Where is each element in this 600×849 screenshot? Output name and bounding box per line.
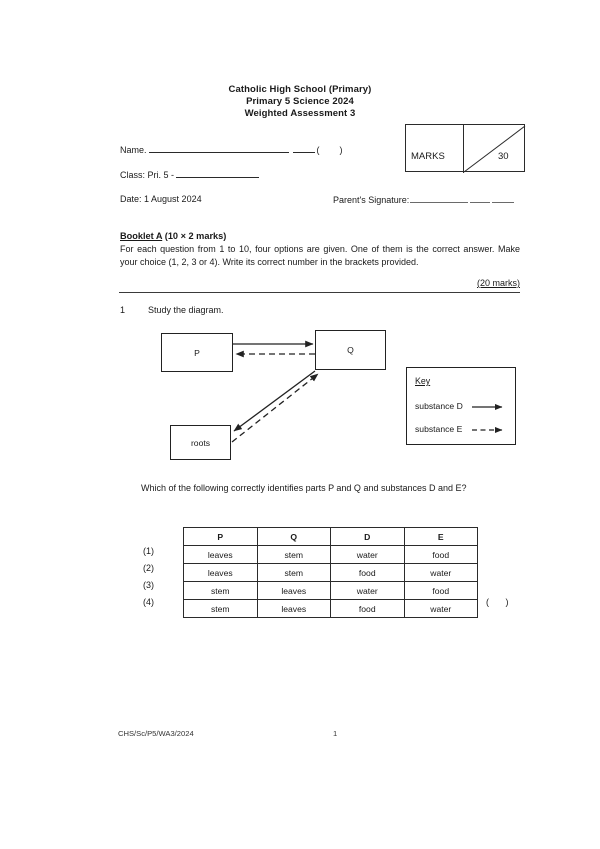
key-solid-arrow-icon [471, 402, 509, 412]
column-header-p: P [184, 528, 258, 546]
class-label: Class: Pri. 5 - [120, 170, 175, 180]
column-header-d: D [331, 528, 405, 546]
name-field-row [120, 143, 343, 156]
date-field-row [120, 193, 202, 205]
cell-option4-q: leaves [257, 600, 331, 618]
marks-box-diagonal-slash [463, 125, 526, 173]
signature-line-a[interactable] [410, 193, 468, 203]
booklet-title [120, 231, 520, 241]
booklet-title-underlined: Booklet A [120, 231, 163, 241]
table-row[interactable] [184, 546, 478, 564]
cell-option1-e: food [404, 546, 478, 564]
booklet-instructions: For each question from 1 to 10, four options are given. One of them is the correct answer. Make your choice (1, 2, 3 or 4). Write its correct number in the brackets provided. [120, 244, 520, 267]
page-header [0, 84, 600, 121]
option-label-2: (2) [143, 563, 154, 573]
diagram-box-p-label: P [194, 347, 200, 358]
cell-option3-q: leaves [257, 582, 331, 600]
column-header-e: E [404, 528, 478, 546]
question-number: 1 [120, 305, 126, 315]
date-value: 1 August 2024 [144, 194, 202, 204]
cell-option3-e: food [404, 582, 478, 600]
footer-paper-code: CHS/Sc/P5/WA3/2024 [118, 729, 194, 738]
cell-option3-d: water [331, 582, 405, 600]
name-bracket-close: ) [339, 145, 343, 155]
key-entry-substance-e [415, 424, 462, 434]
level-subject: Primary 5 Science 2024 [246, 96, 354, 108]
marks-label: MARKS [411, 151, 445, 162]
date-label: Date: [120, 194, 142, 204]
signature-label: Parent's Signature: [333, 195, 410, 205]
key-label-substance-d: substance D [415, 401, 463, 411]
question-stem: Study the diagram. [148, 305, 224, 315]
cell-option2-p: leaves [184, 564, 258, 582]
diagram-box-roots-label: roots [190, 437, 211, 448]
name-index-line[interactable] [293, 143, 315, 153]
class-field-row [120, 168, 261, 181]
class-input-line[interactable] [176, 168, 259, 178]
option-label-3: (3) [143, 580, 154, 590]
assessment-title: Weighted Assessment 3 [244, 108, 356, 120]
cell-option1-d: water [331, 546, 405, 564]
cell-option3-p: stem [184, 582, 258, 600]
table-row[interactable] [184, 600, 478, 618]
diagram-key-box [406, 367, 516, 445]
key-dashed-arrow-icon [471, 425, 509, 435]
school-name: Catholic High School (Primary) [228, 84, 372, 95]
column-header-q: Q [257, 528, 331, 546]
cell-option2-d: food [331, 564, 405, 582]
table-row[interactable] [184, 582, 478, 600]
answer-options-table [183, 527, 478, 618]
diagram-box-roots [170, 425, 231, 460]
marks-box [405, 124, 525, 172]
section-divider-rule [119, 292, 520, 293]
table-row[interactable] [184, 564, 478, 582]
cell-option2-q: stem [257, 564, 331, 582]
name-bracket-open: ( [316, 145, 320, 155]
booklet-title-marks: (10 × 2 marks) [162, 231, 227, 241]
cell-option4-e: water [404, 600, 478, 618]
option-label-1: (1) [143, 546, 154, 556]
key-entry-substance-d [415, 401, 463, 411]
cell-option1-p: leaves [184, 546, 258, 564]
diagram-box-q-label: Q [347, 345, 354, 355]
option-label-4: (4) [143, 597, 154, 607]
signature-line-c[interactable] [492, 193, 514, 203]
section-marks-note [120, 278, 520, 288]
cell-option4-d: food [331, 600, 405, 618]
signature-line-b[interactable] [470, 193, 490, 203]
cell-option2-e: water [404, 564, 478, 582]
name-label: Name. [120, 145, 147, 155]
footer-page-number: 1 [333, 729, 338, 738]
name-input-line[interactable] [149, 143, 289, 153]
marks-total: 30 [498, 151, 509, 162]
cell-option1-q: stem [257, 546, 331, 564]
section-marks-value: (20 marks) [476, 278, 520, 288]
key-title: Key [415, 376, 431, 386]
table-header-row [184, 528, 478, 546]
booklet-section [120, 231, 520, 268]
diagram-box-p [161, 333, 233, 372]
answer-bracket-field[interactable]: ( ) [486, 597, 516, 607]
key-label-substance-e: substance E [415, 424, 463, 434]
signature-field-row [333, 193, 515, 206]
diagram-box-q [315, 330, 386, 370]
cell-option4-p: stem [184, 600, 258, 618]
question-prompt: Which of the following correctly identifies parts P and Q and substances D and E? [141, 483, 467, 493]
